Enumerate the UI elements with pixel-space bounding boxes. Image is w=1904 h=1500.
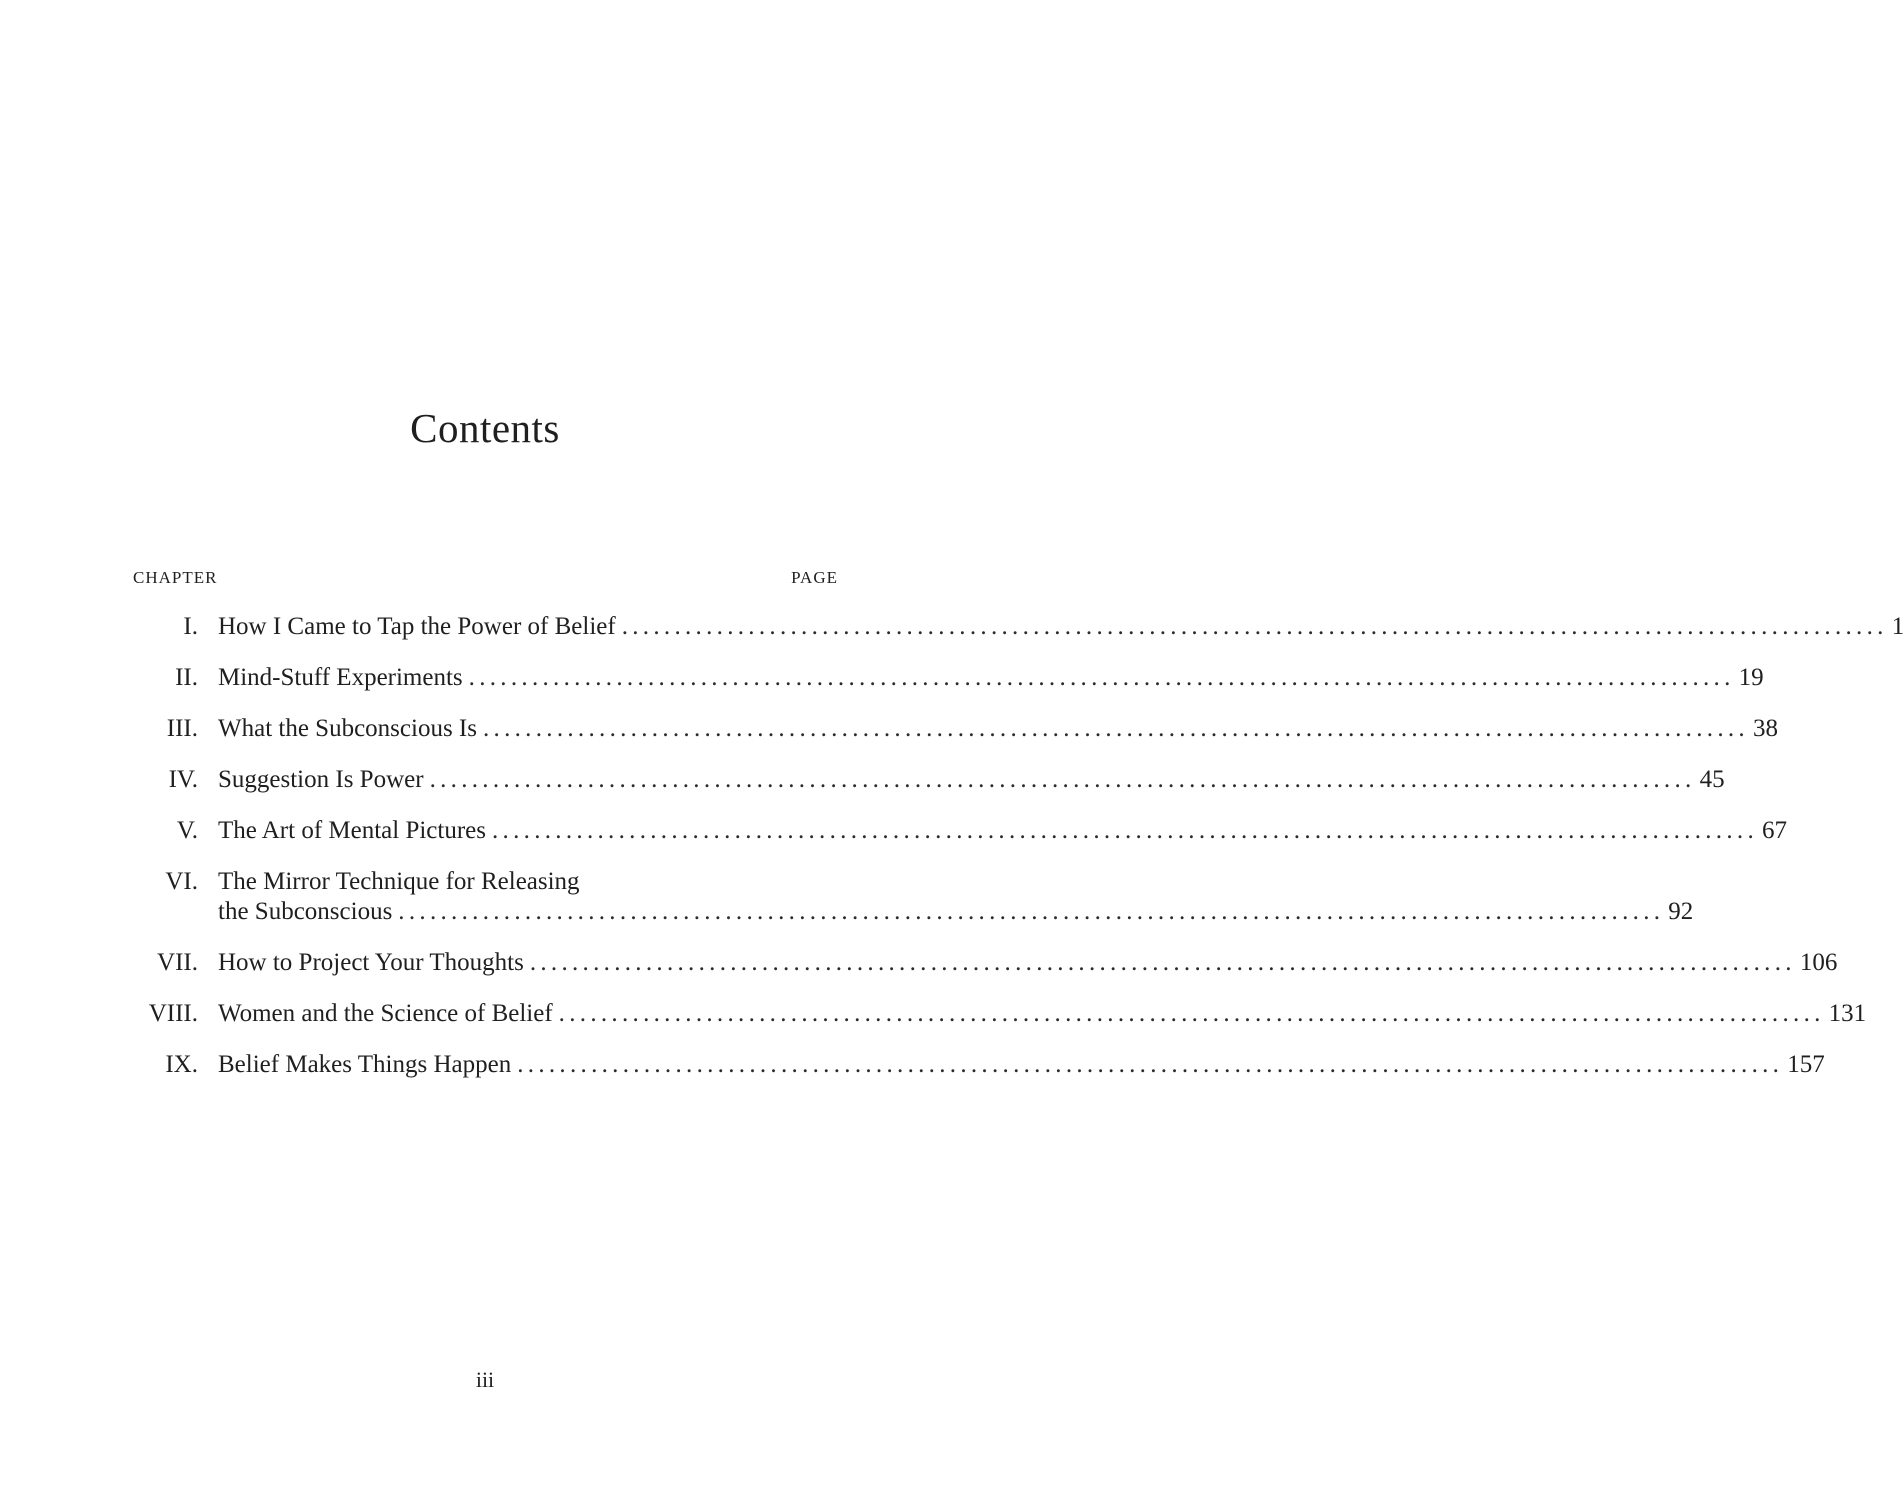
chapter-number: IX. [165, 1051, 198, 1078]
toc-entry [130, 948, 1838, 978]
page-number: 67 [1762, 817, 1787, 844]
dot-leader: ........................................................................................................................ [621, 613, 1888, 640]
page-number: 92 [1668, 898, 1694, 925]
page-title: Contents [410, 405, 560, 451]
toc-entry [130, 612, 1904, 642]
chapter-title: What the Subconscious Is [218, 715, 477, 742]
toc-entry [130, 816, 1787, 846]
chapter-title: Women and the Science of Belief [218, 1000, 553, 1027]
page-number: 1 [1891, 613, 1904, 640]
chapter-title: The Art of Mental Pictures [218, 817, 486, 844]
dot-leader: ........................................................................................................................ [429, 766, 1696, 793]
table-of-contents [130, 612, 1904, 1101]
toc-entry [130, 663, 1764, 693]
chapter-number: III. [166, 715, 198, 742]
chapter-title: the Subconscious [218, 898, 393, 925]
chapter-number: I. [183, 613, 198, 640]
chapter-title-line-1: The Mirror Technique for Releasing [218, 868, 580, 895]
chapter-number: V. [176, 817, 198, 844]
chapter-number: VII. [157, 949, 198, 976]
page-number: 106 [1799, 949, 1838, 976]
toc-entry [130, 714, 1778, 744]
page-folio: iii [475, 1367, 495, 1392]
chapter-title: Belief Makes Things Happen [218, 1051, 512, 1078]
chapter-number: VI. [165, 868, 198, 895]
chapter-title: Mind-Stuff Experiments [218, 664, 463, 691]
dot-leader: ........................................................................................................................ [517, 1051, 1784, 1078]
page-number: 45 [1699, 766, 1725, 793]
toc-entry [130, 765, 1725, 795]
chapter-column-header: CHAPTER [133, 568, 218, 587]
page-column-header: PAGE [791, 568, 838, 587]
dot-leader: ........................................................................................................................ [482, 715, 1749, 742]
toc-entry [130, 1050, 1825, 1080]
dot-leader: ........................................................................................................................ [529, 949, 1796, 976]
page-number: 131 [1828, 1000, 1867, 1027]
page-number: 157 [1787, 1051, 1825, 1078]
chapter-number: II. [175, 664, 198, 691]
chapter-title: Suggestion Is Power [218, 766, 424, 793]
dot-leader: ........................................................................................................................ [492, 817, 1758, 844]
chapter-title: How to Project Your Thoughts [218, 949, 524, 976]
chapter-number: VIII. [148, 1000, 198, 1027]
toc-entry [130, 867, 1694, 927]
chapter-title: How I Came to Tap the Power of Belief [218, 613, 616, 640]
dot-leader: ........................................................................................................................ [398, 898, 1665, 925]
page-number: 38 [1752, 715, 1778, 742]
page-number: 19 [1738, 664, 1764, 691]
toc-entry [130, 999, 1867, 1029]
dot-leader: ........................................................................................................................ [558, 1000, 1825, 1027]
chapter-number: IV. [168, 766, 198, 793]
dot-leader: ........................................................................................................................ [468, 664, 1735, 691]
